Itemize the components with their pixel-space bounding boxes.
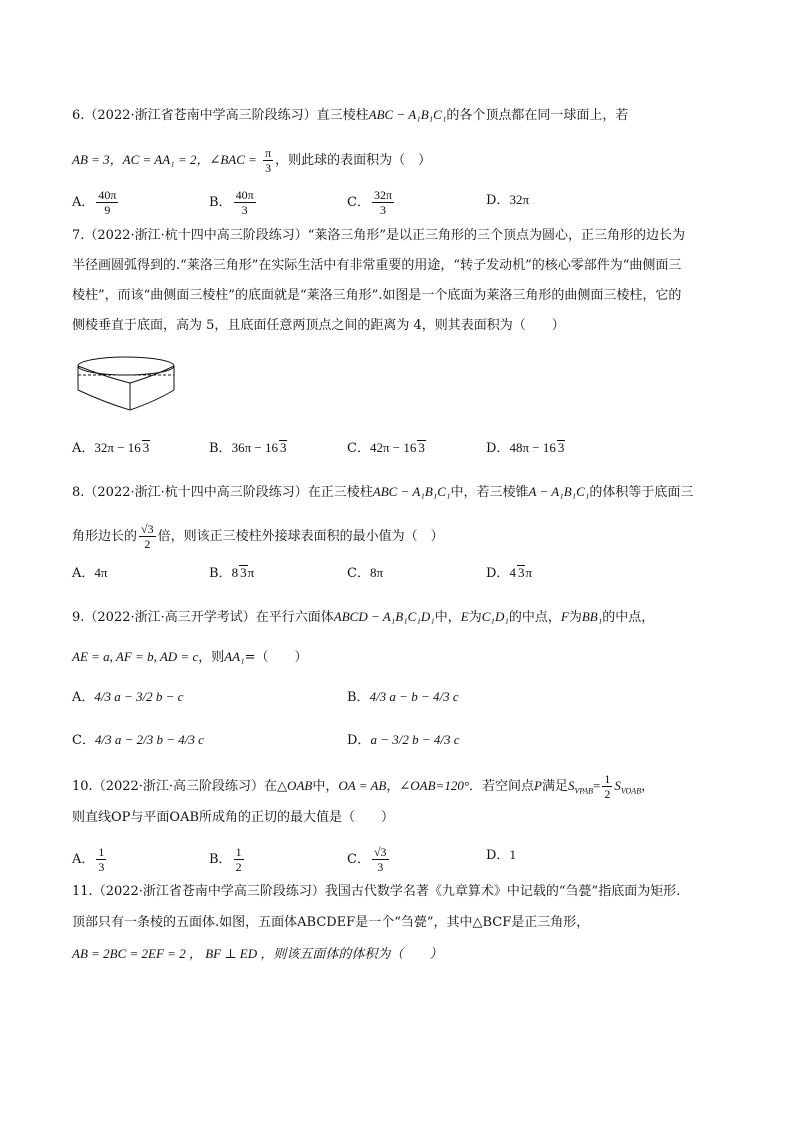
q10-point-p: P [534, 778, 542, 793]
q6-prism: ABC − A₁B₁C₁ [368, 107, 447, 122]
q9-point-f: F [560, 609, 569, 624]
q10-line1 [72, 772, 654, 801]
q7-option-d[interactable]: D．48π − 16 3 [486, 440, 565, 456]
q6-text: ，则此球的表面积为（ ） [275, 153, 432, 168]
q8-text: 在正三棱柱 [307, 485, 373, 500]
q10-text: ， [386, 779, 400, 794]
q10-angle: ∠OAB=120° [399, 778, 470, 793]
q10-option-d[interactable]: D．1 [486, 847, 516, 863]
q7-line1 [72, 227, 685, 245]
q9-solid: ABCD − A₁B₁C₁D₁ [333, 609, 435, 624]
q11-text: 我国古代数学名著《九章算术》中记载的“刍甍”指底面为矩形. [324, 884, 681, 899]
q9-line1 [72, 608, 654, 627]
q8-number: 8. [72, 485, 85, 500]
q6-source: （2022·浙江省苍南中学高三阶段练习） [84, 108, 317, 123]
q10-source: （2022·浙江·高三阶段练习） [92, 779, 265, 794]
q7-line3: 棱柱”，而该“曲侧面三棱柱”的底面就是“莱洛三角形”.如图是一个底面为莱洛三角形的曲侧面三棱柱，它的 [72, 288, 682, 303]
q8-option-a[interactable]: A．4π [72, 565, 108, 581]
q11-line1 [72, 883, 680, 901]
reuleaux-prism-figure [76, 355, 178, 413]
q10-text: 在 [264, 779, 278, 794]
q10-area-symbol: S [614, 778, 621, 793]
q7-source: （2022·浙江·杭十四中高三阶段练习） [84, 228, 308, 243]
q6-line1 [72, 106, 628, 125]
q10-triangle: △OAB [277, 778, 313, 793]
q9-point-e: E [460, 609, 469, 624]
q8-text: 中，若三棱锥 [450, 485, 529, 500]
q6-text: 的各个顶点都在同一球面上，若 [446, 108, 629, 123]
q7-line2: 半径画圆弧得到的.“莱洛三角形”在实际生活中有非常重要的用途，“转子发动机”的核心零部件为“曲侧面三 [72, 258, 682, 273]
q6-option-c[interactable]: C． $\frac{32\pi}{3}$ [347, 188, 393, 217]
q10-text: ．若空间点 [469, 779, 535, 794]
q11-line2: 顶部只有一条棱的五面体.如图，五面体ABCDEF是一个“刍甍”，其中△BCF是正三角形， [72, 915, 590, 930]
q9-text: 的中点， [602, 610, 655, 625]
q8-text: 角形边长的 [72, 529, 138, 544]
q8-prism: ABC − A₁B₁C₁ [372, 484, 451, 499]
q6-option-a[interactable]: A． $\frac{40\pi}{9}$ [72, 188, 117, 217]
q10-number: 10. [72, 779, 93, 794]
q9-line2 [72, 648, 308, 667]
q10-line2: 则直线OP与平面OAB所成角的正切的最大值是（ ） [72, 810, 395, 825]
q9-segment: C₁D₁ [481, 609, 509, 624]
q9-option-b[interactable]: B．4/3 a − b − 4/3 c [347, 689, 459, 705]
q9-option-d[interactable]: D．a − 3/2 b − 4/3 c [347, 732, 460, 748]
q8-pyramid: A − A₁B₁C₁ [528, 484, 590, 499]
q8-option-d[interactable]: D．4 3π [486, 565, 533, 581]
q8-option-c[interactable]: C．8π [347, 565, 384, 581]
q6-option-b[interactable]: B． $\frac{40\pi}{3}$ [209, 188, 254, 217]
q7-line4: 侧棱垂直于底面，高为 5，且底面任意两顶点之间的距离为 4，则其表面积为（ ） [72, 318, 565, 333]
q10-option-a[interactable]: A． $\frac{1}{3}$ [72, 845, 105, 874]
q10-option-c[interactable]: C． $\frac{√3}{3}$ [347, 845, 387, 874]
q7-option-c[interactable]: C．42π − 16 3 [347, 440, 425, 456]
q9-option-a[interactable]: A．4/3 a − 3/2 b − c [72, 689, 184, 705]
q9-text: 为 [468, 610, 482, 625]
q9-text: =（ ） [244, 650, 308, 665]
q10-text: ， [641, 779, 655, 794]
q6-line2 [72, 146, 431, 175]
q6-angle-fraction: $\frac{\pi}{3}$ [265, 146, 272, 175]
q6-text: 直三棱柱 [316, 108, 369, 123]
q8-fraction: $\frac{√3}{2}$ [141, 522, 154, 551]
q9-text: 中， [434, 610, 461, 625]
q7-option-b[interactable]: B．36π − 16 3 [209, 440, 287, 456]
q9-vectors: AE = a, AF = b, AD = c [72, 649, 199, 664]
q10-half-fraction: $\frac{1}{2}$ [604, 772, 611, 801]
q10-option-b[interactable]: B． $\frac{1}{2}$ [209, 845, 242, 874]
q9-text: 为 [568, 610, 582, 625]
q10-equals: = [593, 778, 601, 793]
q10-subscript: VOAB [620, 786, 642, 796]
q9-option-c[interactable]: C．4/3 a − 2/3 b − 4/3 c [72, 732, 204, 748]
q9-target-vector: AA₁ [224, 649, 245, 664]
q6-option-d[interactable]: D．32π [486, 192, 530, 208]
q8-option-b[interactable]: B．8 3π [209, 565, 255, 581]
q8-text: 的体积等于底面三 [589, 485, 694, 500]
q10-subscript: VPAB [574, 786, 594, 796]
q6-number: 6. [72, 108, 85, 123]
q8-text: 倍，则该正三棱柱外接球表面积的最小值为（ ） [157, 529, 444, 544]
q10-area-symbol: S [568, 778, 575, 793]
q8-source: （2022·浙江·杭十四中高三阶段练习） [84, 485, 308, 500]
q11-source: （2022·浙江省苍南中学高三阶段练习） [92, 884, 325, 899]
q11-line3: AB = 2BC = 2EF = 2 ， BF ⊥ ED ，则该五面体的体积为（ ） [72, 946, 443, 961]
q10-text: 满足 [542, 779, 569, 794]
q9-segment: BB₁ [581, 609, 603, 624]
q6-conditions: AB = 3，AC = AA₁ = 2，∠BAC = [72, 152, 257, 167]
q9-number: 9. [72, 610, 85, 625]
q7-option-a[interactable]: A．32π − 16 3 [72, 440, 150, 456]
q8-line1 [72, 483, 693, 502]
q9-text: 的中点， [508, 610, 561, 625]
q9-text: 在平行六面体 [255, 610, 334, 625]
q10-condition: OA = AB [338, 778, 387, 793]
q9-text: ，则 [198, 650, 225, 665]
q10-text: 中， [312, 779, 339, 794]
q7-number: 7. [72, 228, 85, 243]
q8-line2 [72, 522, 444, 551]
q7-text: “莱洛三角形”是以正三角形的三个顶点为圆心，正三角形的边长为 [307, 228, 686, 243]
q11-number: 11. [72, 884, 93, 899]
q9-source: （2022·浙江·高三开学考试） [84, 610, 256, 625]
